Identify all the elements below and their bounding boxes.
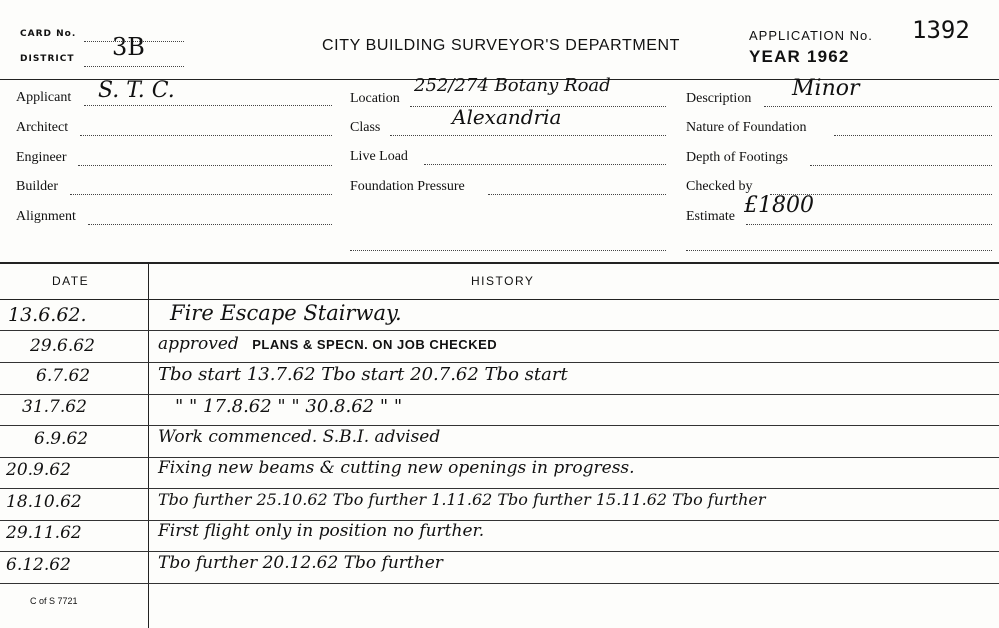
live-load-label: Live Load bbox=[350, 149, 408, 164]
history-date: 31.7.62 bbox=[22, 397, 87, 417]
history-date: 6.9.62 bbox=[34, 429, 89, 449]
date-column-divider bbox=[148, 262, 149, 628]
engineer-label: Engineer bbox=[16, 150, 67, 165]
history-date: 20.9.62 bbox=[6, 460, 71, 480]
table-top-rule bbox=[0, 262, 999, 264]
checked-by-label: Checked by bbox=[686, 179, 753, 194]
history-date: 6.12.62 bbox=[6, 555, 71, 575]
history-entry: " " 17.8.62 " " 30.8.62 " " bbox=[175, 396, 403, 417]
estimate-label: Estimate bbox=[686, 209, 735, 224]
card-no-label: CARD No. bbox=[20, 29, 77, 39]
foundation-pressure-label: Foundation Pressure bbox=[350, 179, 465, 194]
history-date: 6.7.62 bbox=[36, 366, 91, 386]
history-entry: Tbo further 20.12.62 Tbo further bbox=[158, 553, 443, 573]
history-entry: First flight only in position no further. bbox=[158, 521, 485, 541]
checked-stamp: PLANS & SPECN. ON JOB CHECKED bbox=[252, 337, 498, 352]
history-date: 29.6.62 bbox=[30, 336, 95, 356]
application-label: APPLICATION No. bbox=[749, 28, 873, 43]
form-code: C of S 7721 bbox=[30, 596, 78, 606]
location-label: Location bbox=[350, 91, 400, 106]
year-label: YEAR 1962 bbox=[749, 47, 850, 66]
history-date: 18.10.62 bbox=[6, 492, 82, 512]
date-header: DATE bbox=[52, 274, 90, 288]
district-value: 3B bbox=[112, 33, 145, 61]
class-label: Class bbox=[350, 120, 381, 135]
nature-of-foundation-label: Nature of Foundation bbox=[686, 120, 807, 135]
depth-of-footings-label: Depth of Footings bbox=[686, 150, 788, 165]
history-entry bbox=[158, 334, 497, 354]
applicant-value: S. T. C. bbox=[98, 78, 175, 103]
history-header: HISTORY bbox=[471, 274, 535, 288]
history-entry: Work commenced. S.B.I. advised bbox=[158, 427, 441, 447]
application-number: 1392 bbox=[912, 16, 970, 44]
history-entry: Tbo start 13.7.62 Tbo start 20.7.62 Tbo start bbox=[158, 364, 568, 385]
department-title: CITY BUILDING SURVEYOR'S DEPARTMENT bbox=[322, 37, 681, 54]
district-label: DISTRICT bbox=[20, 54, 75, 64]
history-entry: Fixing new beams & cutting new openings in progress. bbox=[158, 458, 635, 478]
history-date: 29.11.62 bbox=[6, 523, 82, 543]
alignment-label: Alignment bbox=[16, 209, 76, 224]
builder-label: Builder bbox=[16, 179, 58, 194]
history-date: 13.6.62. bbox=[8, 304, 87, 326]
description-value: Minor bbox=[792, 76, 860, 101]
history-entry-handwriting: approved bbox=[158, 334, 239, 354]
class-value: Alexandria bbox=[452, 105, 562, 129]
estimate-value: £1800 bbox=[744, 193, 814, 218]
architect-label: Architect bbox=[16, 120, 69, 135]
history-entry: Tbo further 25.10.62 Tbo further 1.11.62 Tbo further 15.11.62 Tbo further bbox=[158, 490, 766, 509]
description-label: Description bbox=[686, 91, 752, 106]
applicant-label: Applicant bbox=[16, 90, 72, 105]
history-entry: Fire Escape Stairway. bbox=[170, 301, 402, 325]
location-value: 252/274 Botany Road bbox=[414, 75, 611, 96]
